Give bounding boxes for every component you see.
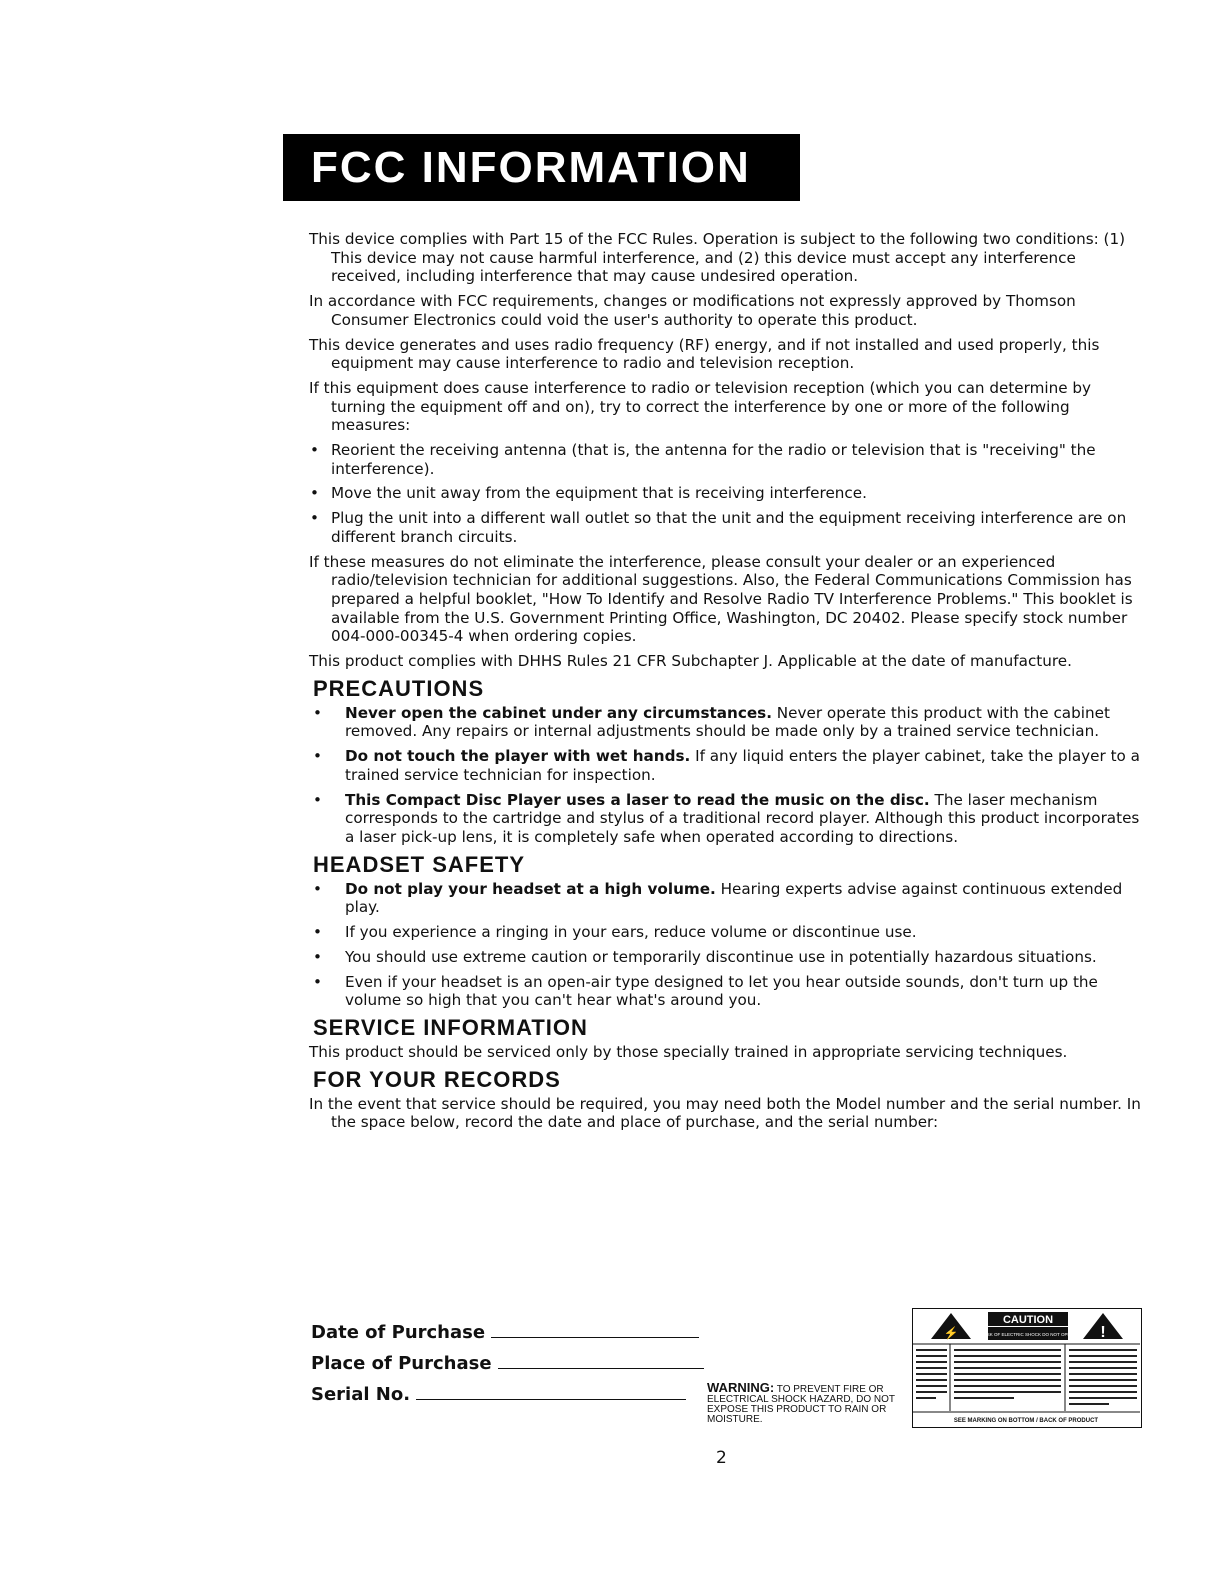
section-heading-service: SERVICE INFORMATION	[313, 1014, 588, 1040]
svg-text:!: !	[1100, 1324, 1106, 1341]
fine-print-lines	[916, 1349, 1137, 1405]
bullet-icon: •	[310, 441, 319, 460]
caution-title: CAUTION	[1002, 1314, 1054, 1326]
bullet-icon: •	[313, 923, 322, 942]
fcc-paragraph: This device complies with Part 15 of the FCC Rules. Operation is subject to the following two conditions: (1) This device may not cause harmful interference, and (2) this device must accept any interference received, including interference that may cause undesired operation.	[309, 230, 1126, 286]
caution-footer: SEE MARKING ON BOTTOM / BACK OF PRODUCT	[953, 1418, 1099, 1424]
caution-label	[912, 1308, 1142, 1428]
list-item: • Do not touch the player with wet hands. If any liquid enters the player cabinet, take the player to a trained service technician for inspection.	[313, 747, 1140, 784]
service-text: This product should be serviced only by those specially trained in appropriate servicing techniques.	[309, 1042, 1068, 1061]
fcc-paragraph: This device generates and uses radio frequency (RF) energy, and if not installed and used properly, this equipment may cause interference to radio and television reception.	[309, 335, 1100, 373]
records-text: In the event that service should be required, you may need both the Model number and the serial number. In the space below, record the date and place of purchase, and the serial number:	[309, 1094, 1141, 1132]
place-of-purchase-field[interactable]: Place of Purchase	[311, 1343, 704, 1374]
section-heading-headset: HEADSET SAFETY	[313, 851, 526, 877]
bullet-icon: •	[310, 484, 319, 503]
bullet-icon: •	[313, 703, 322, 722]
fcc-paragraph: If these measures do not eliminate the interference, please consult your dealer or an experienced radio/television technician for additional suggestions. Also, the Federal Communications Commission has prepared a helpful booklet, "How To Identify and Resolve Radio TV Interference Problems." This booklet is available from the U.S. Government Printing Office, Washington, DC 20402. Please specify stock number 004-000-00345-4 when ordering copies.	[309, 552, 1133, 646]
bullet-icon: •	[313, 879, 322, 898]
page-title: FCC INFORMATION	[283, 134, 800, 201]
list-item: • Even if your headset is an open-air type designed to let you hear outside sounds, don't turn up the volume so high that you can't hear what's around you.	[313, 972, 1098, 1010]
fcc-paragraph: In accordance with FCC requirements, changes or modifications not expressly approved by Thomson Consumer Electronics could void the user's authority to operate this product.	[309, 292, 1076, 329]
page-number: 2	[716, 1448, 727, 1468]
warning-notice: WARNING: TO PREVENT FIRE OR ELECTRICAL SHOCK HAZARD, DO NOT EXPOSE THIS PRODUCT TO RAIN OR MOISTURE.	[707, 1380, 895, 1425]
svg-text:⚡: ⚡	[943, 1326, 959, 1340]
records-form	[311, 1312, 704, 1405]
list-item: • Reorient the receiving antenna (that is, the antenna for the radio or television that is "receiving" the interference).	[310, 441, 1096, 478]
section-heading-precautions: PRECAUTIONS	[313, 675, 485, 701]
fcc-paragraph: If this equipment does cause interference to radio or television reception (which you can determine by turning the equipment off and on), try to correct the interference by one or more of the following measures:	[309, 378, 1092, 435]
caution-label-graphic	[913, 1309, 1140, 1426]
bullet-icon: •	[313, 790, 322, 809]
list-item: • Do not play your headset at a high volume. Hearing experts advise against continuous extended play.	[313, 879, 1123, 917]
place-of-purchase-line[interactable]	[498, 1368, 704, 1369]
date-of-purchase-field[interactable]: Date of Purchase	[311, 1312, 704, 1343]
date-of-purchase-line[interactable]	[491, 1337, 699, 1338]
fcc-paragraph: This product complies with DHHS Rules 21 CFR Subchapter J. Applicable at the date of manufacture.	[309, 652, 1072, 671]
section-heading-records: FOR YOUR RECORDS	[313, 1066, 561, 1092]
bullet-icon: •	[313, 747, 322, 766]
list-item: • Move the unit away from the equipment that is receiving interference.	[310, 484, 867, 503]
main-content	[309, 230, 1144, 1138]
bullet-icon: •	[313, 947, 322, 966]
serial-number-line[interactable]	[416, 1399, 686, 1400]
caution-subtitle: RISK OF ELECTRIC SHOCK DO NOT OPEN	[982, 1332, 1074, 1337]
list-item: • Never open the cabinet under any circumstances. Never operate this product with the cabinet removed. Any repairs or internal adjustments should be made only by a trained service technician.	[313, 703, 1110, 741]
serial-number-field[interactable]: Serial No.	[311, 1374, 704, 1405]
bullet-icon: •	[310, 509, 319, 528]
list-item: • If you experience a ringing in your ears, reduce volume or discontinue use.	[313, 923, 917, 942]
bullet-icon: •	[313, 972, 322, 991]
list-item: • You should use extreme caution or temporarily discontinue use in potentially hazardous situations.	[313, 947, 1097, 966]
list-item: • Plug the unit into a different wall outlet so that the unit and the equipment receiving interference are on different branch circuits.	[310, 509, 1127, 546]
list-item: • This Compact Disc Player uses a laser to read the music on the disc. The laser mechanism corresponds to the cartridge and stylus of a traditional record player. Although this product incorporates a laser pick-up lens, it is completely safe when operated according to directions.	[313, 790, 1140, 846]
